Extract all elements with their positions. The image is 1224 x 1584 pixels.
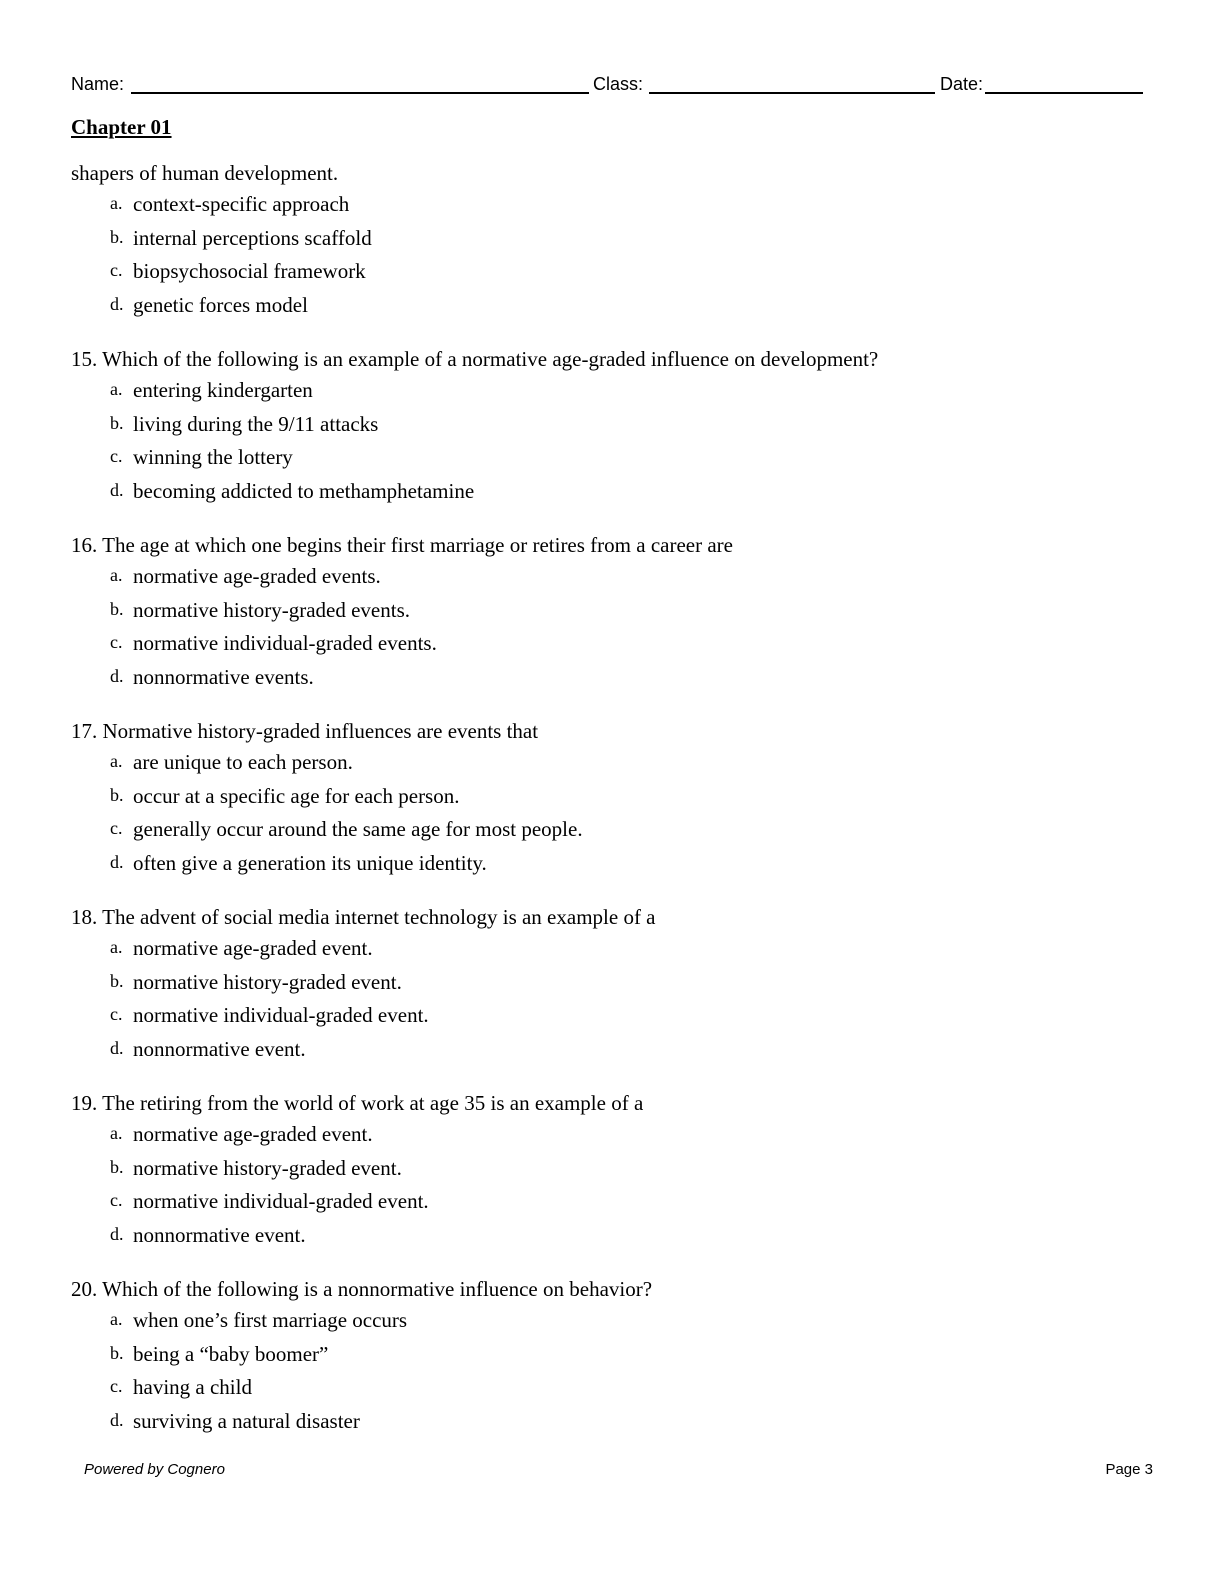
option-text: normative history-graded event.	[133, 1155, 402, 1180]
option-text: normative age-graded event.	[133, 936, 373, 960]
option-a	[71, 1118, 1151, 1152]
option-letter: c.	[110, 632, 123, 652]
option-text: normative history-graded event.	[133, 969, 402, 994]
option-text: biopsychosocial framework	[133, 259, 366, 283]
option-b	[71, 594, 1151, 628]
option-letter: b.	[110, 1342, 124, 1363]
option-letter: a.	[110, 565, 123, 585]
question-list	[71, 158, 1151, 1460]
option-a	[71, 746, 1151, 780]
option-c	[71, 255, 1151, 289]
option-d	[71, 847, 1151, 881]
option-letter: b.	[110, 226, 124, 247]
option-text: normative age-graded events.	[133, 564, 381, 588]
option-text: becoming addicted to methamphetamine	[133, 478, 475, 503]
question-18	[71, 902, 1151, 1066]
option-letter: d.	[110, 479, 124, 500]
option-letter: d.	[110, 665, 124, 686]
option-letter: b.	[110, 970, 124, 991]
option-c	[71, 1185, 1151, 1219]
option-text: nonnormative event.	[133, 1036, 306, 1061]
option-b	[71, 780, 1151, 814]
option-text: normative individual-graded events.	[133, 631, 437, 655]
option-text: being a “baby boomer”	[133, 1341, 329, 1366]
option-letter: a.	[110, 193, 123, 213]
option-b	[71, 222, 1151, 256]
question-stem: 16. The age at which one begins their first marriage or retires from a career are	[71, 533, 733, 557]
option-text: normative age-graded event.	[133, 1122, 373, 1146]
option-d	[71, 289, 1151, 323]
name-field-line	[131, 92, 589, 94]
header-fields	[71, 72, 1143, 96]
option-letter: d.	[110, 293, 124, 314]
option-b	[71, 1152, 1151, 1186]
powered-by-text: Powered by Cognero	[84, 1461, 225, 1478]
option-letter: a.	[110, 379, 123, 399]
option-letter: d.	[110, 851, 124, 872]
option-c	[71, 627, 1151, 661]
question-stem: shapers of human development.	[71, 161, 339, 185]
option-letter: d.	[110, 1037, 124, 1058]
option-letter: d.	[110, 1223, 124, 1244]
class-label: Class:	[593, 74, 644, 94]
option-text: normative history-graded events.	[133, 597, 410, 622]
option-text: nonnormative event.	[133, 1222, 306, 1247]
option-text: entering kindergarten	[133, 378, 313, 402]
option-text: having a child	[133, 1375, 252, 1399]
option-text: winning the lottery	[133, 445, 293, 469]
option-text: often give a generation its unique identity.	[133, 850, 487, 875]
option-letter: b.	[110, 598, 124, 619]
option-a	[71, 560, 1151, 594]
option-letter: c.	[110, 1004, 123, 1024]
name-label: Name:	[71, 74, 125, 94]
option-letter: b.	[110, 412, 124, 433]
option-text: normative individual-graded event.	[133, 1189, 429, 1213]
option-text: normative individual-graded event.	[133, 1003, 429, 1027]
question-stem: 17. Normative history-graded influences are events that	[71, 719, 539, 743]
option-letter: c.	[110, 818, 123, 838]
question-16	[71, 530, 1151, 694]
question-stem: 15. Which of the following is an example of a normative age-graded influence on development?	[71, 347, 879, 371]
option-d	[71, 1219, 1151, 1253]
option-text: generally occur around the same age for most people.	[133, 817, 583, 841]
question-19	[71, 1088, 1151, 1252]
option-a	[71, 374, 1151, 408]
option-c	[71, 1371, 1151, 1405]
option-b	[71, 966, 1151, 1000]
class-field-line	[649, 92, 935, 94]
question-stem: 19. The retiring from the world of work at age 35 is an example of a	[71, 1091, 644, 1115]
option-text: surviving a natural disaster	[133, 1408, 360, 1433]
option-c	[71, 999, 1151, 1033]
option-text: are unique to each person.	[133, 750, 353, 774]
option-letter: a.	[110, 751, 123, 771]
option-letter: b.	[110, 784, 124, 805]
option-text: context-specific approach	[133, 192, 350, 216]
option-letter: c.	[110, 446, 123, 466]
option-d	[71, 475, 1151, 509]
option-text: internal perceptions scaffold	[133, 225, 372, 250]
option-a	[71, 1304, 1151, 1338]
option-letter: c.	[110, 1376, 123, 1396]
option-text: when one’s first marriage occurs	[133, 1308, 408, 1332]
option-a	[71, 932, 1151, 966]
date-field-line	[985, 92, 1143, 94]
question-15	[71, 344, 1151, 508]
option-text: genetic forces model	[133, 292, 308, 317]
option-d	[71, 661, 1151, 695]
chapter-title: Chapter 01	[71, 115, 172, 139]
question-17	[71, 716, 1151, 880]
option-a	[71, 188, 1151, 222]
question-14-continued	[71, 158, 1151, 322]
question-stem: 20. Which of the following is a nonnormative influence on behavior?	[71, 1277, 653, 1301]
option-letter: d.	[110, 1409, 124, 1430]
option-letter: c.	[110, 260, 123, 280]
date-label: Date:	[940, 74, 984, 94]
page-number: Page 3	[1105, 1461, 1153, 1478]
option-letter: a.	[110, 1123, 123, 1143]
option-b	[71, 1338, 1151, 1372]
question-stem: 18. The advent of social media internet technology is an example of a	[71, 905, 656, 929]
option-text: living during the 9/11 attacks	[133, 411, 379, 436]
option-text: nonnormative events.	[133, 664, 314, 689]
option-c	[71, 813, 1151, 847]
option-b	[71, 408, 1151, 442]
option-letter: a.	[110, 1309, 123, 1329]
option-d	[71, 1405, 1151, 1439]
option-c	[71, 441, 1151, 475]
option-text: occur at a specific age for each person.	[133, 783, 460, 808]
option-letter: b.	[110, 1156, 124, 1177]
question-20	[71, 1274, 1151, 1438]
option-letter: a.	[110, 937, 123, 957]
option-letter: c.	[110, 1190, 123, 1210]
option-d	[71, 1033, 1151, 1067]
